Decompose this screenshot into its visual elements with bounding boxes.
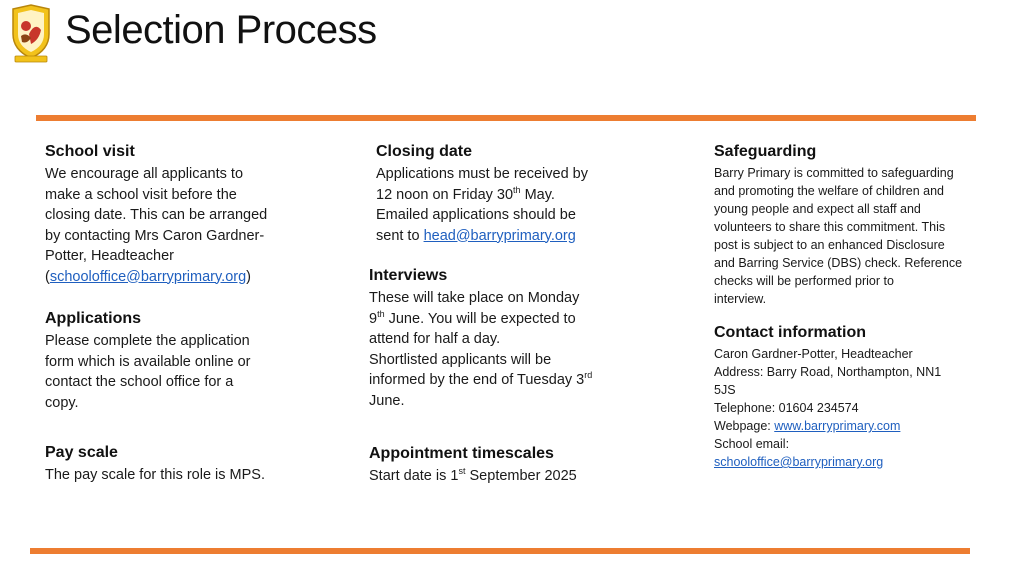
contact-information-section bbox=[714, 323, 984, 471]
school-visit-heading: School visit bbox=[45, 143, 135, 160]
applications-text: Please complete the application form which is available online or contact the school office for a copy. bbox=[45, 333, 251, 411]
contact-heading: Contact information bbox=[714, 324, 866, 341]
bottom-divider bbox=[30, 548, 970, 554]
school-visit-section bbox=[45, 142, 305, 287]
interviews-text: These will take place on Monday 9th June. You will be expected to attend for half a day. Shortlisted applicants will be informed by the end of Tuesday 3rd June. bbox=[369, 290, 593, 409]
school-office-email-link[interactable]: schooloffice@barryprimary.org bbox=[49, 268, 247, 285]
school-crest-icon bbox=[9, 4, 53, 64]
website-link[interactable]: www.barryprimary.com bbox=[774, 419, 901, 433]
school-visit-text: We encourage all applicants to make a school visit before the closing date. This can be arranged by contacting Mrs Caron Gardner- Potter, Headteacher (schooloffice@barryprimary.org) bbox=[45, 166, 268, 285]
safeguarding-text: Barry Primary is committed to safeguarding and promoting the welfare of children and young people and expect all staff and volunteers to share this commitment. This post is subject to an enhanced Disclosure and Barring Service (DBS) check. Reference checks will be performed prior to interview. bbox=[714, 166, 963, 306]
closing-date-heading: Closing date bbox=[376, 143, 473, 160]
safeguarding-section bbox=[714, 142, 984, 308]
pay-scale-section bbox=[45, 443, 335, 486]
pay-scale-text: The pay scale for this role is MPS. bbox=[45, 467, 265, 483]
contact-email-link[interactable]: schooloffice@barryprimary.org bbox=[714, 455, 884, 469]
contact-name: Caron Gardner-Potter, Headteacher bbox=[714, 347, 913, 361]
closing-date-text: Applications must be received by 12 noon on Friday 30th May. Emailed applications should be sent to head@barryprimary.org bbox=[376, 166, 588, 244]
pay-scale-heading: Pay scale bbox=[45, 444, 118, 461]
appointment-text: Start date is 1st September 2025 bbox=[369, 466, 577, 484]
closing-date-section bbox=[376, 142, 626, 246]
page-title: Selection Process bbox=[65, 8, 377, 52]
applications-section bbox=[45, 309, 305, 413]
safeguarding-heading: Safeguarding bbox=[714, 143, 817, 160]
applications-heading: Applications bbox=[45, 310, 142, 327]
appointment-heading: Appointment timescales bbox=[369, 445, 554, 462]
appointment-timescales-section bbox=[369, 444, 639, 487]
interviews-heading: Interviews bbox=[369, 267, 448, 284]
contact-telephone: Telephone: 01604 234574 bbox=[714, 401, 859, 415]
top-divider bbox=[36, 115, 976, 121]
head-email-link[interactable]: head@barryprimary.org bbox=[423, 227, 576, 244]
contact-text: Caron Gardner-Potter, Headteacher Address: Barry Road, Northampton, NN1 5JS Telephone: 01604 234574 Webpage: www.barryprimary.com School email: schooloffice@barryprimary.org bbox=[714, 347, 942, 469]
interviews-section bbox=[369, 266, 624, 411]
